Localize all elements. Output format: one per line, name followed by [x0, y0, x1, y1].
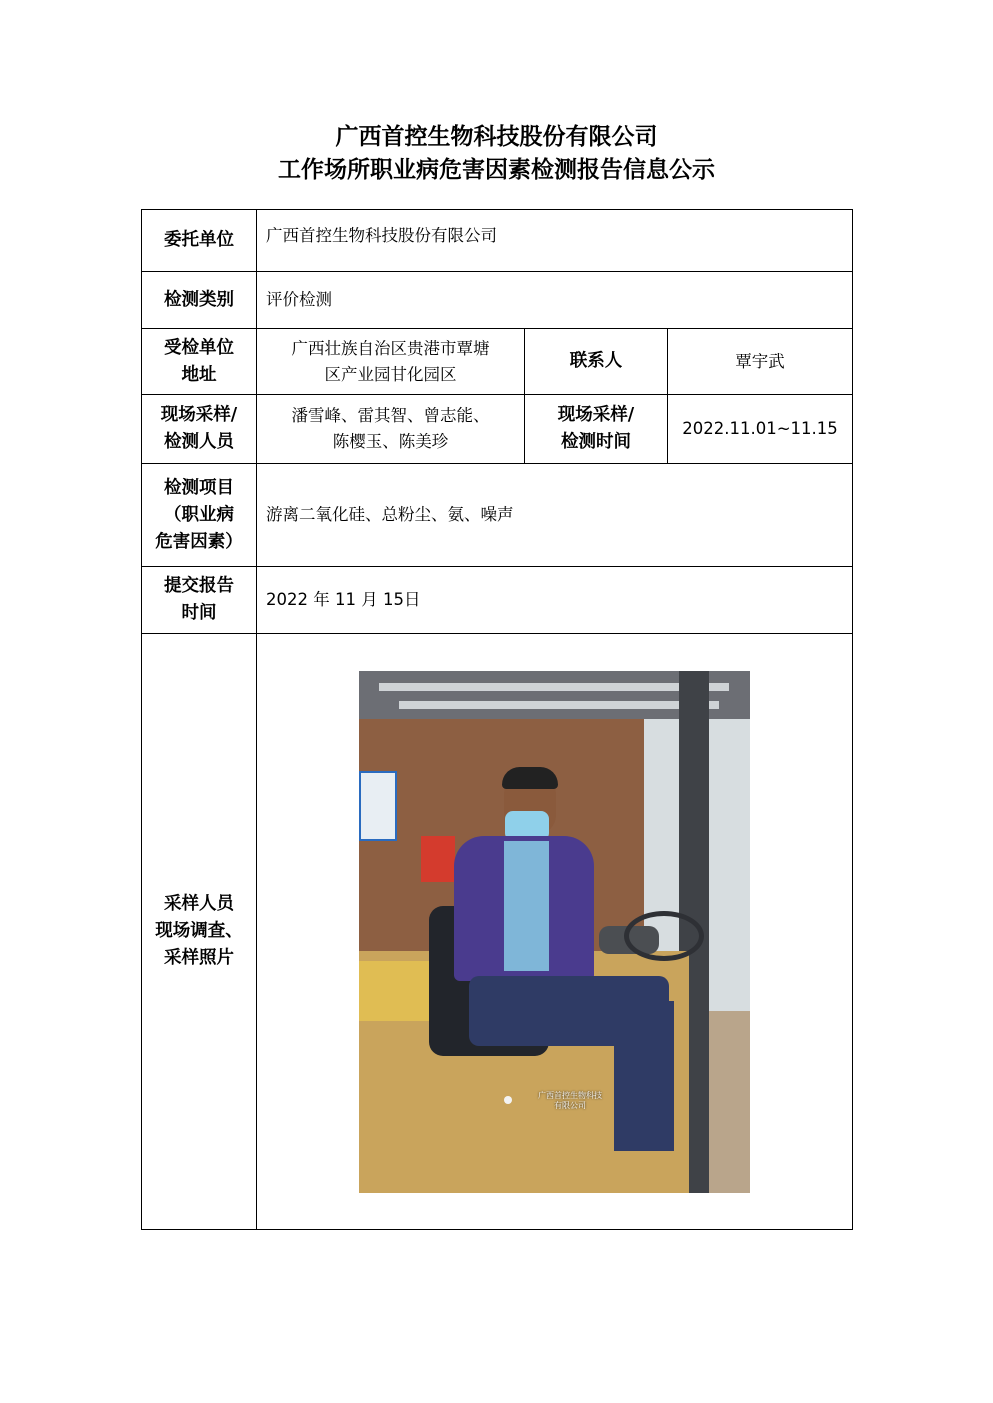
report-date-label-line1: 提交报告: [164, 576, 234, 596]
report-year: 2022: [266, 590, 308, 609]
items-value: 游离二氧化硅、总粉尘、氨、噪声: [257, 464, 853, 567]
staff-value-line1: 潘雪峰、雷其智、曾志能、: [291, 406, 490, 425]
address-value-line1: 广西壮族自治区贵港市覃塘: [291, 338, 490, 358]
time-label: [525, 395, 668, 464]
report-year-unit: 年: [313, 590, 330, 609]
photo-cell: [257, 634, 853, 1230]
time-label-line2: 检测时间: [561, 432, 631, 452]
time-value: 2022.11.01~11.15: [668, 395, 853, 464]
row-items: [142, 464, 853, 567]
staff-value-line2: 陈樱玉、陈美珍: [332, 432, 449, 451]
company-title: 广西首控生物科技股份有限公司: [335, 124, 658, 150]
items-label: [142, 464, 257, 567]
address-label-line2: 地址: [181, 364, 217, 385]
photo-person-shirt: [504, 841, 549, 971]
photo-label-line3: 采样照片: [164, 948, 234, 968]
photo-roof-slat-2: [399, 701, 719, 709]
items-label-line3: 危害因素）: [155, 531, 243, 552]
photo-warning-sign: [421, 836, 455, 882]
row-staff: [142, 395, 853, 464]
info-table: [141, 209, 853, 1230]
report-day-unit: 日: [404, 590, 421, 609]
photo-roof-slat-1: [379, 683, 729, 691]
photo-label-line1: 采样人员: [164, 894, 234, 914]
photo-person-shin: [614, 1001, 674, 1151]
report-date-label-line2: 时间: [181, 603, 217, 623]
report-day: 15: [383, 590, 404, 609]
category-label: 检测类别: [142, 272, 257, 329]
items-label-line2: （职业病: [164, 504, 234, 525]
report-date-label: [142, 567, 257, 634]
row-client: [142, 210, 853, 272]
client-value: 广西首控生物科技股份有限公司: [257, 210, 853, 272]
row-address: [142, 329, 853, 395]
items-label-line1: 检测项目: [164, 477, 234, 498]
report-month: 11: [335, 590, 356, 609]
staff-label: [142, 395, 257, 464]
photo-person-hair: [502, 767, 558, 789]
staff-value: [257, 395, 525, 464]
row-report-date: [142, 567, 853, 634]
report-title: 工作场所职业病危害因素检测报告信息公示: [278, 157, 715, 183]
address-label: [142, 329, 257, 395]
report-date-value: [257, 567, 853, 634]
photo-watermark-line1: 广西首控生物科技: [538, 1090, 602, 1100]
photo-watermark: [534, 1091, 606, 1111]
photo-label: [142, 634, 257, 1230]
address-value: [257, 329, 525, 395]
address-value-line2: 区产业园甘化园区: [324, 364, 457, 384]
staff-label-line2: 检测人员: [164, 432, 234, 452]
photo-label-line2: 现场调查、: [155, 921, 243, 941]
row-category: [142, 272, 853, 329]
photo-steering: [624, 911, 704, 961]
row-photo: [142, 634, 853, 1230]
photo-blue-sign: [359, 771, 397, 841]
client-label: 委托单位: [142, 210, 257, 272]
photo-watermark-line2: 有限公司: [554, 1100, 586, 1110]
address-label-line1: 受检单位: [164, 337, 234, 358]
contact-label: 联系人: [525, 329, 668, 395]
time-label-line1: 现场采样/: [557, 405, 635, 425]
site-photo: [359, 671, 750, 1193]
report-month-unit: 月: [361, 590, 378, 609]
photo-watermark-dot: [504, 1096, 512, 1104]
category-value: 评价检测: [257, 272, 853, 329]
staff-label-line1: 现场采样/: [160, 405, 238, 425]
contact-value: 覃宇武: [668, 329, 853, 395]
